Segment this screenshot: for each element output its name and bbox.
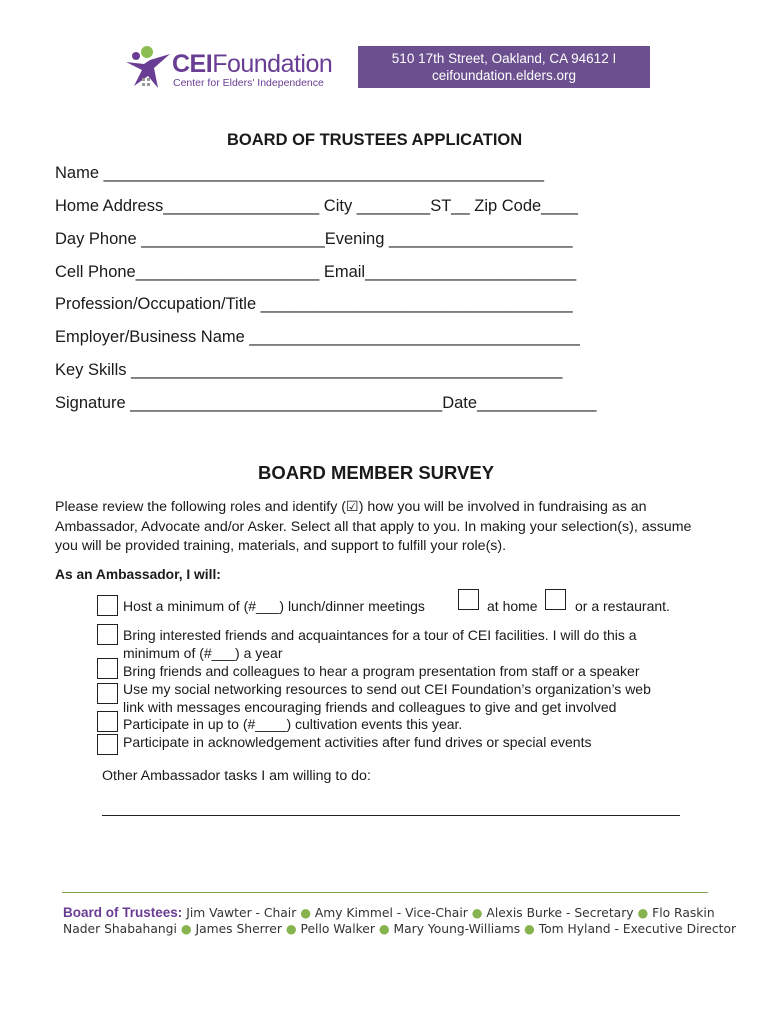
acknowledgement-text: Participate in acknowledgement activities after fund drives or special events <box>123 734 592 750</box>
facility-tour-checkbox[interactable] <box>97 624 118 645</box>
address-box <box>358 46 650 88</box>
trustee: Nader Shabahangi <box>63 922 177 936</box>
restaurant-label: or a restaurant. <box>575 598 670 614</box>
profession-field[interactable]: Profession/Occupation/Title __________________________________ <box>55 295 573 313</box>
trustees-row-1 <box>63 905 715 920</box>
facility-tour-line2: minimum of (#___) a year <box>123 645 283 661</box>
other-tasks-label: Other Ambassador tasks I am willing to do: <box>102 768 371 784</box>
at-home-label: at home <box>487 598 538 614</box>
bullet-icon: ● <box>637 906 649 920</box>
address-field[interactable]: Home Address_________________ City ________ST__ Zip Code____ <box>55 197 578 215</box>
cultivation-text: Participate in up to (#____) cultivation events this year. <box>123 716 463 732</box>
footer-divider <box>62 892 708 893</box>
presentation-checkbox[interactable] <box>97 658 118 679</box>
social-networking-line1: Use my social networking resources to send out CEI Foundation’s organization’s web <box>123 681 651 697</box>
bullet-icon: ● <box>285 922 297 936</box>
trustee: Flo Raskin <box>652 906 715 920</box>
bullet-icon: ● <box>524 922 535 936</box>
social-networking-checkbox[interactable] <box>97 683 118 704</box>
facility-tour-line1: Bring interested friends and acquaintances for a tour of CEI facilities. I will do this a <box>123 627 637 643</box>
trustee: Jim Vawter - Chair <box>186 906 297 920</box>
logo-foundation: Foundation <box>212 50 333 78</box>
bullet-icon: ● <box>180 922 192 936</box>
bullet-icon: ● <box>378 922 390 936</box>
restaurant-checkbox[interactable] <box>545 589 566 610</box>
trustee: Alexis Burke - Secretary <box>486 906 634 920</box>
bullet-icon: ● <box>300 906 311 920</box>
trustee: Pello Walker <box>300 922 375 936</box>
social-networking-line2: link with messages encouraging friends and colleagues to give and get involved <box>123 699 617 715</box>
trustee: Amy Kimmel - Vice-Chair <box>314 906 468 920</box>
logo-tagline: Center for Elders' Independence <box>173 77 324 89</box>
survey-title: BOARD MEMBER SURVEY <box>258 462 495 483</box>
key-skills-field[interactable]: Key Skills _______________________________________________ <box>55 361 563 379</box>
trustee: James Sherrer <box>195 922 282 936</box>
phone-field[interactable]: Day Phone ____________________Evening ____________________ <box>55 230 573 248</box>
cei-foundation-logo-mark <box>120 44 180 94</box>
application-title: BOARD OF TRUSTEES APPLICATION <box>227 131 523 149</box>
trustee: Mary Young-Williams <box>393 922 521 936</box>
website-line: ceifoundation.elders.org <box>431 68 577 83</box>
host-meetings-text: Host a minimum of (#___) lunch/dinner meetings <box>123 598 425 614</box>
presentation-text: Bring friends and colleagues to hear a program presentation from staff or a speaker <box>123 663 640 679</box>
logo-cei: CEI <box>172 50 213 78</box>
at-home-checkbox[interactable] <box>458 589 479 610</box>
cell-email-field[interactable]: Cell Phone____________________ Email_______________________ <box>55 263 577 281</box>
cultivation-checkbox[interactable] <box>97 711 118 732</box>
trustees-row-2 <box>63 922 736 936</box>
trustee: Tom Hyland - Executive Director <box>538 922 737 936</box>
survey-intro: Please review the following roles and identify (☑) how you will be involved in fundraising as an Ambassador, Advocate and/or Asker. Select all that apply to you. In making your selection(s), assume you will be provided training, materials, and support to fulfill your role(s). <box>55 499 692 554</box>
trustees-label: Board of Trustees: <box>63 905 183 920</box>
host-meetings-checkbox[interactable] <box>97 595 118 616</box>
bullet-icon: ● <box>471 906 483 920</box>
logo-wordmark <box>172 50 332 79</box>
ambassador-heading: As an Ambassador, I will: <box>55 567 221 582</box>
other-tasks-line[interactable] <box>102 815 680 816</box>
acknowledgement-checkbox[interactable] <box>97 734 118 755</box>
address-line: 510 17th Street, Oakland, CA 94612 I <box>391 51 617 66</box>
name-field[interactable]: Name ________________________________________________ <box>55 164 545 182</box>
employer-field[interactable]: Employer/Business Name ____________________________________ <box>55 328 580 346</box>
signature-date-field[interactable]: Signature __________________________________Date_____________ <box>55 394 597 412</box>
